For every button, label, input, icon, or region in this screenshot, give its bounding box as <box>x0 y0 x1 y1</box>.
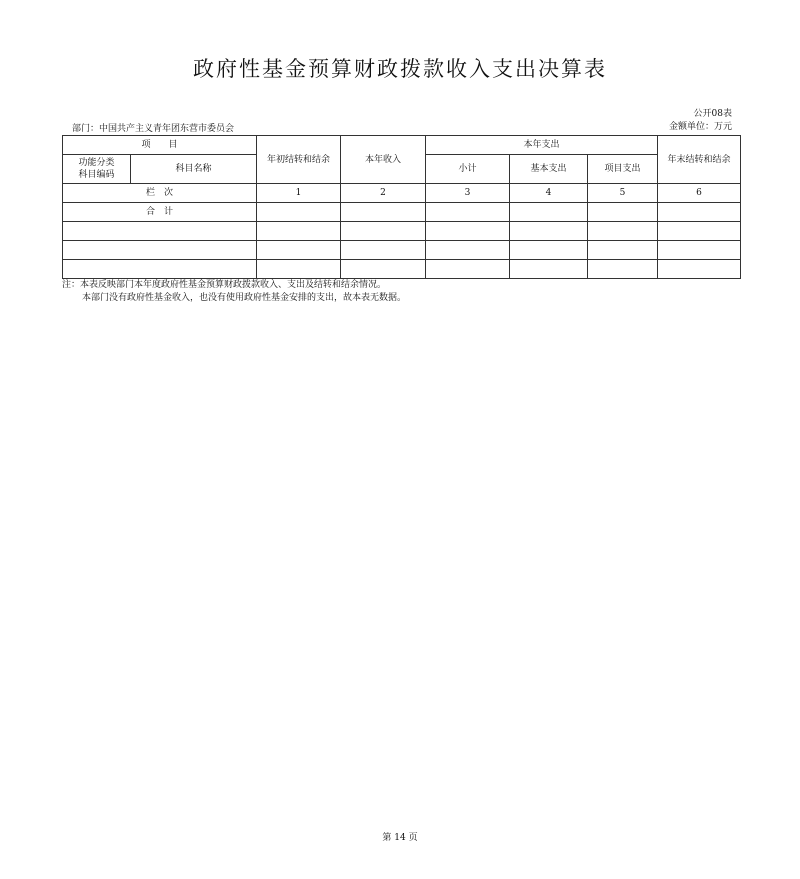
header-subtotal: 小计 <box>426 155 510 184</box>
table-cell <box>588 241 658 260</box>
table-cell <box>341 203 426 222</box>
table-cell <box>658 260 741 279</box>
table-cell <box>510 260 588 279</box>
header-item: 项 目 <box>63 136 257 155</box>
table-cell <box>63 241 257 260</box>
table-row <box>63 184 741 203</box>
header-basic: 基本支出 <box>510 155 588 184</box>
header-end-balance: 年末结转和结余 <box>658 136 741 184</box>
table-cell <box>658 241 741 260</box>
table-cell <box>510 203 588 222</box>
table-cell <box>257 260 341 279</box>
table-cell <box>588 222 658 241</box>
table-row <box>63 241 741 260</box>
table-cell <box>257 203 341 222</box>
table-cell <box>63 260 257 279</box>
note-line-1: 注：本表反映部门本年度政府性基金预算财政拨款收入、支出及结转和结余情况。 <box>62 280 387 290</box>
header-project: 项目支出 <box>588 155 658 184</box>
header-income: 本年收入 <box>341 136 426 184</box>
column-index: 1 <box>257 184 341 203</box>
column-index: 2 <box>341 184 426 203</box>
header-expense: 本年支出 <box>426 136 658 155</box>
table-cell <box>257 241 341 260</box>
table-cell <box>426 241 510 260</box>
budget-table <box>62 135 741 279</box>
column-index: 6 <box>658 184 741 203</box>
header-begin-balance: 年初结转和结余 <box>257 136 341 184</box>
column-index: 4 <box>510 184 588 203</box>
column-index: 3 <box>426 184 510 203</box>
table-cell <box>257 222 341 241</box>
table-cell <box>63 222 257 241</box>
table-cell <box>510 222 588 241</box>
report-meta <box>669 108 732 134</box>
table-cell <box>588 260 658 279</box>
note-line-2: 本部门没有政府性基金收入，也没有使用政府性基金安排的支出，故本表无数据。 <box>82 293 407 303</box>
form-number: 公开08表 <box>693 109 732 119</box>
table-cell <box>588 203 658 222</box>
table-cell <box>426 260 510 279</box>
header-func-class: 功能分类 科目编码 <box>63 155 131 184</box>
table-row <box>63 203 741 222</box>
table-cell <box>658 222 741 241</box>
header-subject-name: 科目名称 <box>131 155 257 184</box>
table-row <box>63 222 741 241</box>
column-index-label: 栏 次 <box>63 184 257 203</box>
table-cell <box>341 241 426 260</box>
table-cell <box>341 222 426 241</box>
total-label: 合 计 <box>63 203 257 222</box>
table-cell <box>658 203 741 222</box>
table-row <box>63 260 741 279</box>
amount-unit: 金额单位：万元 <box>668 122 732 132</box>
column-index: 5 <box>588 184 658 203</box>
table-cell <box>510 241 588 260</box>
table-cell <box>426 222 510 241</box>
page-title: 政府性基金预算财政拨款收入支出决算表 <box>193 57 607 81</box>
table-cell <box>426 203 510 222</box>
table-notes <box>62 279 406 305</box>
page-number: 第 14 页 <box>382 833 418 843</box>
department-label: 部门：中国共产主义青年团东营市委员会 <box>72 124 235 134</box>
table-cell <box>341 260 426 279</box>
